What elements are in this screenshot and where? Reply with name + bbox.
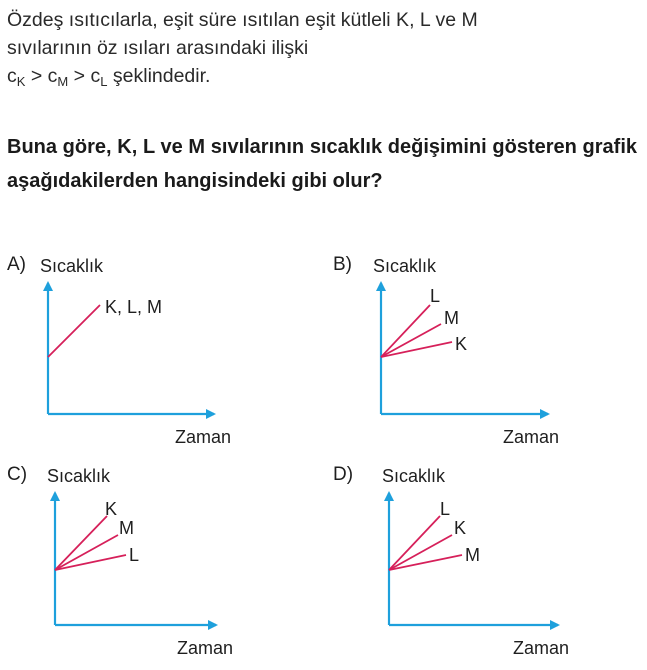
option-c-y-axis-label: Sıcaklık bbox=[47, 466, 111, 486]
option-c-line-label-k: K bbox=[105, 499, 118, 519]
option-a-graph[interactable] bbox=[40, 256, 231, 447]
c-k: c bbox=[7, 65, 17, 87]
option-d-graph[interactable] bbox=[382, 466, 569, 658]
option-c-letter[interactable]: C) bbox=[7, 464, 28, 485]
option-b-line-label-m: M bbox=[444, 308, 459, 328]
option-d-line-label-l: L bbox=[440, 499, 451, 519]
stem-line-1: Özdeş ısıtıcılarla, eşit süre ısıtılan eşit kütleli K, L ve M bbox=[7, 9, 478, 31]
option-d-line-label-m: M bbox=[465, 545, 480, 565]
stem-line-2: sıvılarının öz ısıları arasındaki ilişki bbox=[7, 37, 309, 59]
relation-suffix: şeklindedir. bbox=[107, 65, 211, 87]
option-d-letter[interactable]: D) bbox=[333, 464, 354, 485]
option-b-letter[interactable]: B) bbox=[333, 254, 352, 275]
option-b-line-k bbox=[381, 342, 452, 357]
option-c-line-label-l: L bbox=[129, 545, 140, 565]
option-a-x-axis-label: Zaman bbox=[175, 427, 232, 447]
sub-k: K bbox=[16, 74, 26, 89]
option-c-x-axis-label: Zaman bbox=[177, 638, 234, 658]
option-a-y-axis-label: Sıcaklık bbox=[40, 256, 104, 276]
option-a-line-label-klm: K, L, M bbox=[105, 297, 163, 317]
question-text: Buna göre, K, L ve M sıvılarının sıcaklık değişimini gösteren grafik aşağıdakilerden hangisindeki gibi olur? bbox=[7, 136, 637, 192]
option-b-line-l bbox=[381, 305, 430, 357]
option-c-line-m bbox=[55, 535, 118, 570]
op-1: > bbox=[25, 65, 48, 87]
option-b-y-axis-label: Sıcaklık bbox=[373, 256, 437, 276]
c-l: c bbox=[90, 65, 101, 87]
option-b-line-m bbox=[381, 324, 441, 357]
sub-m: M bbox=[57, 74, 69, 89]
sub-l: L bbox=[100, 74, 108, 89]
option-c-line-l bbox=[55, 555, 126, 570]
option-a-line-klm bbox=[48, 305, 100, 357]
option-c-line-label-m: M bbox=[119, 518, 134, 538]
option-c-line-k bbox=[55, 516, 107, 570]
option-d-line-label-k: K bbox=[454, 518, 467, 538]
option-b-graph[interactable] bbox=[373, 256, 559, 447]
option-d-line-k bbox=[389, 535, 452, 570]
option-d-y-axis-label: Sıcaklık bbox=[382, 466, 446, 486]
option-a-letter[interactable]: A) bbox=[7, 254, 26, 275]
option-b-line-label-k: K bbox=[455, 334, 468, 354]
c-m: c bbox=[47, 65, 58, 87]
option-d-x-axis-label: Zaman bbox=[513, 638, 570, 658]
option-b-x-axis-label: Zaman bbox=[503, 427, 560, 447]
option-b-line-label-l: L bbox=[430, 286, 441, 306]
option-c-graph[interactable] bbox=[47, 466, 233, 658]
op-2: > bbox=[68, 65, 91, 87]
